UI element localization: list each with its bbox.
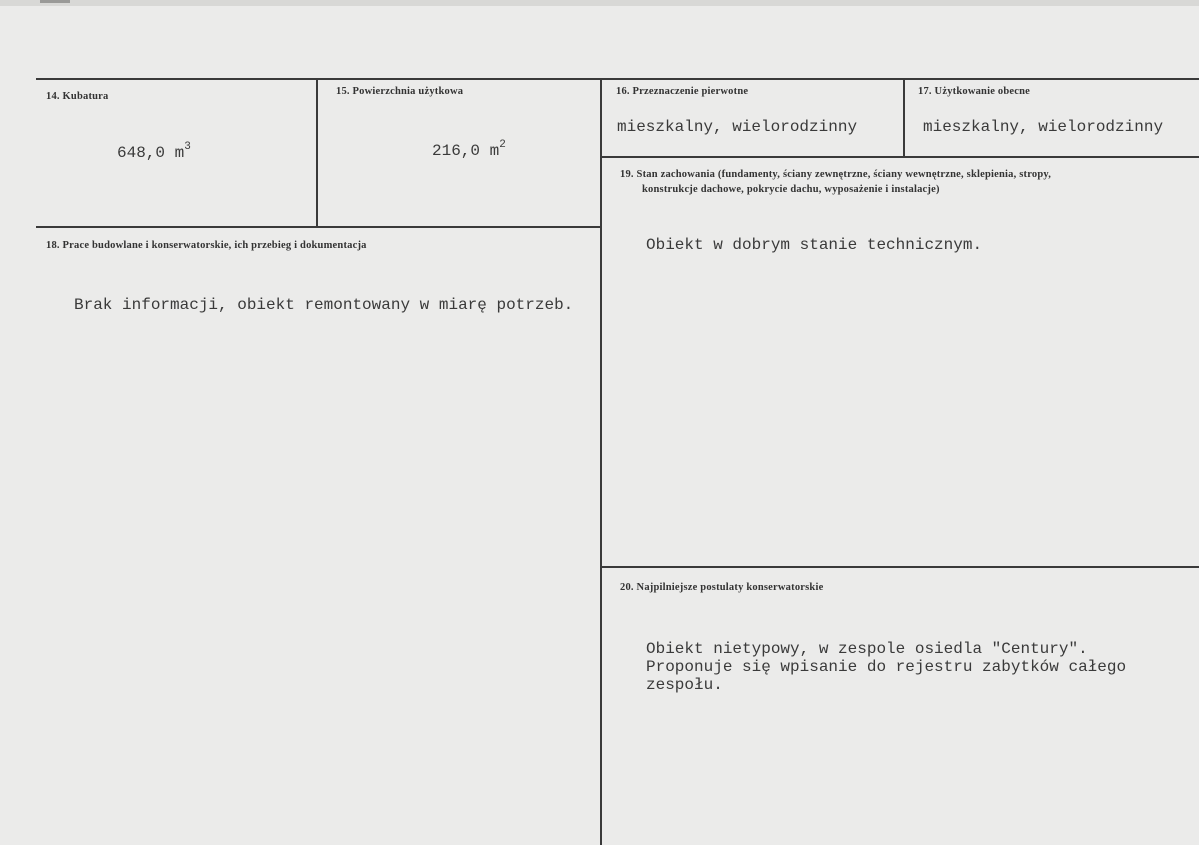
field-20-line2: Proponuje się wpisanie do rejestru zabytków całego xyxy=(646,658,1127,676)
field-20-label: 20. Najpilniejsze postulaty konserwatorskie xyxy=(620,582,824,593)
field-19-value: Obiekt w dobrym stanie technicznym. xyxy=(646,236,983,254)
field-18-label: 18. Prace budowlane i konserwatorskie, ich przebieg i dokumentacja xyxy=(46,240,367,251)
scan-mark xyxy=(40,0,70,3)
field-14-label: 14. Kubatura xyxy=(46,91,109,102)
field-16-value: mieszkalny, wielorodzinny xyxy=(617,118,858,136)
field-17-label: 17. Użytkowanie obecne xyxy=(918,86,1031,97)
rule-below-14-15 xyxy=(36,226,602,228)
rule-above-20 xyxy=(602,566,1199,568)
field-17-value: mieszkalny, wielorodzinny xyxy=(923,118,1164,136)
field-14-superscript: 3 xyxy=(184,141,191,153)
top-rule xyxy=(36,78,1199,80)
field-20-line1: Obiekt nietypowy, w zespole osiedla "Century". xyxy=(646,640,1088,658)
scan-top-edge xyxy=(0,0,1199,6)
field-15-superscript: 2 xyxy=(499,139,506,151)
field-15-label: 15. Powierzchnia użytkowa xyxy=(336,86,464,97)
field-19-label-line2: konstrukcje dachowe, pokrycie dachu, wyposażenie i instalacje) xyxy=(642,184,940,195)
divider-16-17 xyxy=(903,78,905,158)
field-20-line3: zespołu. xyxy=(646,676,723,694)
rule-below-16-17 xyxy=(602,156,1199,158)
center-divider xyxy=(600,78,602,845)
field-18-value: Brak informacji, obiekt remontowany w miarę potrzeb. xyxy=(74,296,574,314)
field-15-value xyxy=(432,139,506,161)
field-16-label: 16. Przeznaczenie pierwotne xyxy=(616,86,749,97)
field-14-number: 648,0 m xyxy=(117,144,185,162)
field-19-label-line1: 19. Stan zachowania (fundamenty, ściany zewnętrzne, ściany wewnętrzne, sklepienia, stropy, xyxy=(620,169,1052,180)
divider-14-15 xyxy=(316,78,318,228)
field-14-value xyxy=(117,141,191,163)
field-15-number: 216,0 m xyxy=(432,142,500,160)
